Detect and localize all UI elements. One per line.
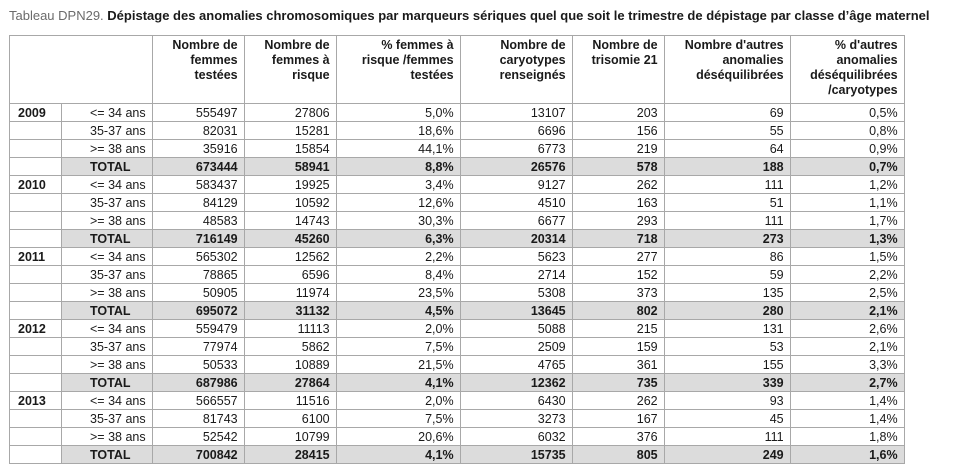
value-cell: 20314	[460, 230, 572, 248]
value-cell: 4,5%	[336, 302, 460, 320]
year-cell: 2013	[10, 392, 62, 410]
value-cell: 59	[664, 266, 790, 284]
value-cell: 155	[664, 356, 790, 374]
value-cell: 805	[572, 446, 664, 464]
value-cell: 2714	[460, 266, 572, 284]
value-cell: 2,2%	[790, 266, 904, 284]
value-cell: 81743	[152, 410, 244, 428]
header-empty	[10, 36, 153, 104]
total-row	[10, 302, 905, 320]
value-cell: 215	[572, 320, 664, 338]
value-cell: 52542	[152, 428, 244, 446]
table-row	[10, 248, 905, 266]
value-cell: 1,5%	[790, 248, 904, 266]
value-cell: 376	[572, 428, 664, 446]
value-cell: 135	[664, 284, 790, 302]
value-cell: 10592	[244, 194, 336, 212]
value-cell: 4510	[460, 194, 572, 212]
value-cell: 12562	[244, 248, 336, 266]
value-cell: 23,5%	[336, 284, 460, 302]
value-cell: 6,3%	[336, 230, 460, 248]
year-cell-empty	[10, 446, 62, 464]
value-cell: 2,0%	[336, 320, 460, 338]
value-cell: 5,0%	[336, 104, 460, 122]
value-cell: 163	[572, 194, 664, 212]
year-cell-empty	[10, 230, 62, 248]
value-cell: 273	[664, 230, 790, 248]
value-cell: 3,3%	[790, 356, 904, 374]
table-caption	[9, 8, 929, 24]
value-cell: 159	[572, 338, 664, 356]
data-table	[9, 35, 905, 464]
value-cell: 4765	[460, 356, 572, 374]
value-cell: 6596	[244, 266, 336, 284]
value-cell: 0,5%	[790, 104, 904, 122]
value-cell: 1,3%	[790, 230, 904, 248]
value-cell: 77974	[152, 338, 244, 356]
value-cell: 53	[664, 338, 790, 356]
total-label: TOTAL	[62, 158, 153, 176]
value-cell: 583437	[152, 176, 244, 194]
value-cell: 802	[572, 302, 664, 320]
table-row	[10, 266, 905, 284]
age-class-cell: <= 34 ans	[62, 104, 153, 122]
value-cell: 69	[664, 104, 790, 122]
value-cell: 15281	[244, 122, 336, 140]
value-cell: 2509	[460, 338, 572, 356]
year-cell-empty	[10, 122, 62, 140]
value-cell: 167	[572, 410, 664, 428]
value-cell: 12362	[460, 374, 572, 392]
value-cell: 219	[572, 140, 664, 158]
value-cell: 111	[664, 428, 790, 446]
value-cell: 0,9%	[790, 140, 904, 158]
year-cell-empty	[10, 140, 62, 158]
value-cell: 50905	[152, 284, 244, 302]
value-cell: 555497	[152, 104, 244, 122]
value-cell: 84129	[152, 194, 244, 212]
value-cell: 55	[664, 122, 790, 140]
value-cell: 373	[572, 284, 664, 302]
value-cell: 1,6%	[790, 446, 904, 464]
table-row	[10, 176, 905, 194]
value-cell: 15854	[244, 140, 336, 158]
age-class-cell: <= 34 ans	[62, 176, 153, 194]
age-class-cell: >= 38 ans	[62, 356, 153, 374]
total-row	[10, 446, 905, 464]
year-cell-empty	[10, 266, 62, 284]
value-cell: 11516	[244, 392, 336, 410]
value-cell: 2,7%	[790, 374, 904, 392]
value-cell: 11113	[244, 320, 336, 338]
value-cell: 45260	[244, 230, 336, 248]
table-row	[10, 104, 905, 122]
value-cell: 673444	[152, 158, 244, 176]
value-cell: 687986	[152, 374, 244, 392]
value-cell: 293	[572, 212, 664, 230]
value-cell: 566557	[152, 392, 244, 410]
table-row	[10, 194, 905, 212]
value-cell: 1,4%	[790, 410, 904, 428]
value-cell: 78865	[152, 266, 244, 284]
value-cell: 7,5%	[336, 338, 460, 356]
column-header: Nombre de femmes testées	[152, 36, 244, 104]
total-label: TOTAL	[62, 446, 153, 464]
value-cell: 21,5%	[336, 356, 460, 374]
value-cell: 3,4%	[336, 176, 460, 194]
value-cell: 6032	[460, 428, 572, 446]
value-cell: 361	[572, 356, 664, 374]
age-class-cell: <= 34 ans	[62, 320, 153, 338]
value-cell: 6430	[460, 392, 572, 410]
value-cell: 64	[664, 140, 790, 158]
age-class-cell: >= 38 ans	[62, 140, 153, 158]
value-cell: 578	[572, 158, 664, 176]
header-row	[10, 36, 905, 104]
value-cell: 51	[664, 194, 790, 212]
column-header: Nombre de trisomie 21	[572, 36, 664, 104]
value-cell: 280	[664, 302, 790, 320]
year-cell: 2010	[10, 176, 62, 194]
column-header: Nombre d'autres anomalies déséquilibrées	[664, 36, 790, 104]
value-cell: 8,8%	[336, 158, 460, 176]
value-cell: 10799	[244, 428, 336, 446]
year-cell-empty	[10, 302, 62, 320]
total-label: TOTAL	[62, 302, 153, 320]
age-class-cell: >= 38 ans	[62, 212, 153, 230]
age-class-cell: <= 34 ans	[62, 392, 153, 410]
column-header: % d'autres anomalies déséquilibrées /caryotypes	[790, 36, 904, 104]
value-cell: 14743	[244, 212, 336, 230]
year-cell-empty	[10, 356, 62, 374]
value-cell: 7,5%	[336, 410, 460, 428]
value-cell: 6677	[460, 212, 572, 230]
value-cell: 50533	[152, 356, 244, 374]
value-cell: 559479	[152, 320, 244, 338]
table-title: Dépistage des anomalies chromosomiques par marqueurs sériques quel que soit le trimestre de dépistage par classe d’âge maternel	[107, 8, 930, 23]
value-cell: 12,6%	[336, 194, 460, 212]
age-class-cell: >= 38 ans	[62, 428, 153, 446]
table-body	[10, 104, 905, 464]
age-class-cell: 35-37 ans	[62, 338, 153, 356]
value-cell: 700842	[152, 446, 244, 464]
value-cell: 4,1%	[336, 446, 460, 464]
year-cell: 2009	[10, 104, 62, 122]
age-class-cell: <= 34 ans	[62, 248, 153, 266]
value-cell: 5308	[460, 284, 572, 302]
value-cell: 1,8%	[790, 428, 904, 446]
value-cell: 10889	[244, 356, 336, 374]
year-cell-empty	[10, 284, 62, 302]
value-cell: 718	[572, 230, 664, 248]
value-cell: 13107	[460, 104, 572, 122]
value-cell: 565302	[152, 248, 244, 266]
value-cell: 20,6%	[336, 428, 460, 446]
value-cell: 86	[664, 248, 790, 266]
value-cell: 3273	[460, 410, 572, 428]
table-row	[10, 284, 905, 302]
value-cell: 82031	[152, 122, 244, 140]
value-cell: 2,1%	[790, 302, 904, 320]
value-cell: 9127	[460, 176, 572, 194]
value-cell: 1,1%	[790, 194, 904, 212]
value-cell: 44,1%	[336, 140, 460, 158]
value-cell: 2,0%	[336, 392, 460, 410]
value-cell: 0,7%	[790, 158, 904, 176]
value-cell: 262	[572, 176, 664, 194]
value-cell: 30,3%	[336, 212, 460, 230]
year-cell-empty	[10, 374, 62, 392]
value-cell: 0,8%	[790, 122, 904, 140]
value-cell: 18,6%	[336, 122, 460, 140]
value-cell: 4,1%	[336, 374, 460, 392]
table-row	[10, 140, 905, 158]
value-cell: 6100	[244, 410, 336, 428]
value-cell: 5088	[460, 320, 572, 338]
value-cell: 31132	[244, 302, 336, 320]
year-cell-empty	[10, 194, 62, 212]
value-cell: 35916	[152, 140, 244, 158]
column-header: Nombre de femmes à risque	[244, 36, 336, 104]
total-row	[10, 374, 905, 392]
value-cell: 28415	[244, 446, 336, 464]
value-cell: 2,2%	[336, 248, 460, 266]
column-header: Nombre de caryotypes renseignés	[460, 36, 572, 104]
table-row	[10, 212, 905, 230]
table-row	[10, 428, 905, 446]
value-cell: 131	[664, 320, 790, 338]
value-cell: 716149	[152, 230, 244, 248]
age-class-cell: 35-37 ans	[62, 194, 153, 212]
year-cell-empty	[10, 158, 62, 176]
value-cell: 156	[572, 122, 664, 140]
value-cell: 45	[664, 410, 790, 428]
column-header: % femmes à risque /femmes testées	[336, 36, 460, 104]
value-cell: 1,7%	[790, 212, 904, 230]
age-class-cell: 35-37 ans	[62, 410, 153, 428]
value-cell: 1,4%	[790, 392, 904, 410]
value-cell: 152	[572, 266, 664, 284]
value-cell: 188	[664, 158, 790, 176]
value-cell: 339	[664, 374, 790, 392]
table-row	[10, 410, 905, 428]
value-cell: 11974	[244, 284, 336, 302]
value-cell: 262	[572, 392, 664, 410]
value-cell: 15735	[460, 446, 572, 464]
value-cell: 27864	[244, 374, 336, 392]
year-cell: 2012	[10, 320, 62, 338]
table-row	[10, 122, 905, 140]
value-cell: 58941	[244, 158, 336, 176]
total-label: TOTAL	[62, 374, 153, 392]
value-cell: 5862	[244, 338, 336, 356]
value-cell: 93	[664, 392, 790, 410]
value-cell: 6696	[460, 122, 572, 140]
value-cell: 5623	[460, 248, 572, 266]
value-cell: 111	[664, 176, 790, 194]
value-cell: 48583	[152, 212, 244, 230]
year-cell: 2011	[10, 248, 62, 266]
total-row	[10, 230, 905, 248]
table-row	[10, 356, 905, 374]
value-cell: 13645	[460, 302, 572, 320]
value-cell: 2,5%	[790, 284, 904, 302]
year-cell-empty	[10, 410, 62, 428]
value-cell: 8,4%	[336, 266, 460, 284]
age-class-cell: 35-37 ans	[62, 266, 153, 284]
value-cell: 111	[664, 212, 790, 230]
value-cell: 6773	[460, 140, 572, 158]
value-cell: 1,2%	[790, 176, 904, 194]
value-cell: 2,6%	[790, 320, 904, 338]
table-row	[10, 392, 905, 410]
age-class-cell: 35-37 ans	[62, 122, 153, 140]
year-cell-empty	[10, 428, 62, 446]
table-row	[10, 338, 905, 356]
total-label: TOTAL	[62, 230, 153, 248]
value-cell: 695072	[152, 302, 244, 320]
value-cell: 19925	[244, 176, 336, 194]
table-number: Tableau DPN29.	[9, 8, 104, 23]
value-cell: 277	[572, 248, 664, 266]
total-row	[10, 158, 905, 176]
year-cell-empty	[10, 212, 62, 230]
value-cell: 735	[572, 374, 664, 392]
age-class-cell: >= 38 ans	[62, 284, 153, 302]
year-cell-empty	[10, 338, 62, 356]
value-cell: 203	[572, 104, 664, 122]
value-cell: 249	[664, 446, 790, 464]
value-cell: 27806	[244, 104, 336, 122]
value-cell: 2,1%	[790, 338, 904, 356]
value-cell: 26576	[460, 158, 572, 176]
table-row	[10, 320, 905, 338]
